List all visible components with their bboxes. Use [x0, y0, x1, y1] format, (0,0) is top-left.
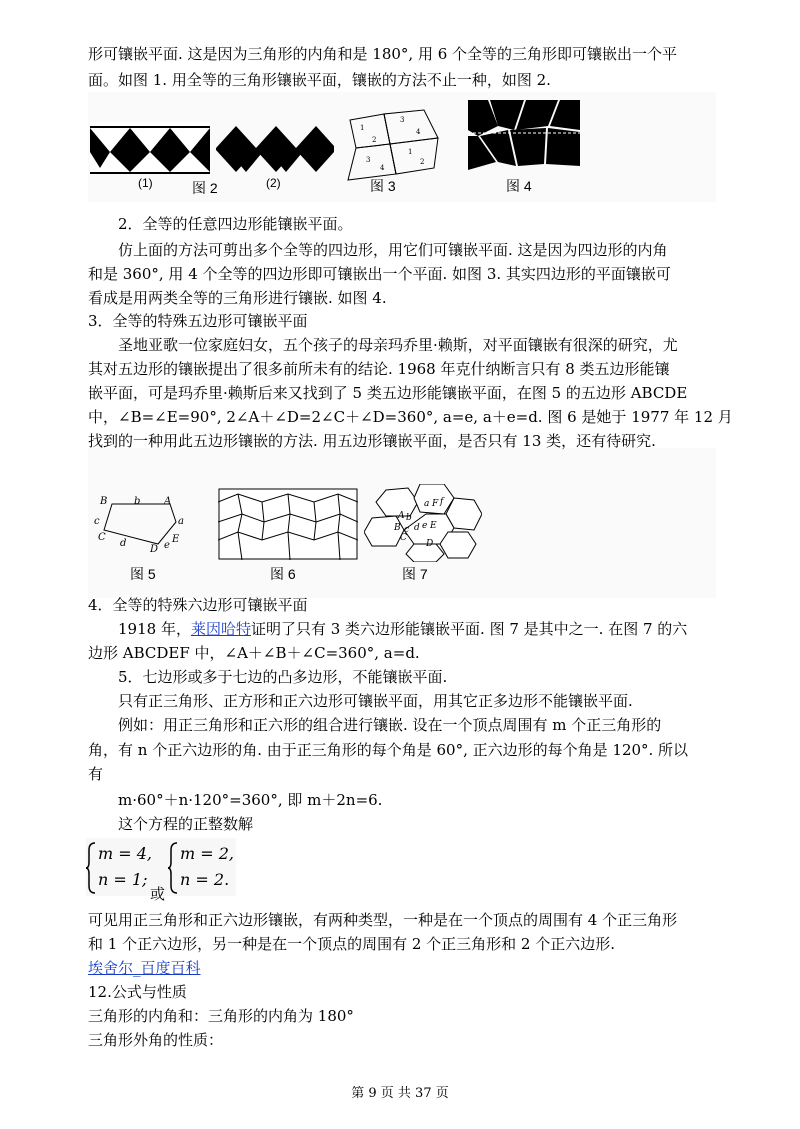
brace-icon [86, 842, 96, 894]
paragraph-line: 找到的一种用此五边形镶嵌的方法. 用五边形镶嵌平面，是否只有 13 类，还有待研究. [88, 432, 656, 450]
svg-text:f: f [440, 497, 444, 507]
svg-text:a: a [178, 516, 184, 527]
svg-text:c: c [94, 516, 100, 527]
reinhardt-link[interactable]: 莱因哈特 [190, 620, 251, 638]
svg-text:D: D [426, 539, 434, 549]
svg-text:4: 4 [380, 164, 385, 172]
svg-text:a: a [424, 499, 430, 509]
paragraph-line: 可见用正三角形和正六边形镶嵌，有两种类型，一种是在一个顶点的周围有 4 个正三角形 [88, 911, 678, 929]
figure-4-caption: 图 4 [506, 178, 532, 194]
text-span: 1918 年， [118, 620, 191, 638]
paragraph-line: 仿上面的方法可剪出多个全等的四边形，用它们可镶嵌平面. 这是因为四边形的内角 [118, 241, 668, 259]
figure-6-pentagon-tiling [218, 488, 358, 560]
section-heading: 4．全等的特殊六边形可镶嵌平面 [88, 596, 308, 614]
figure-7-caption: 图 7 [402, 566, 428, 582]
svg-text:3: 3 [366, 156, 371, 164]
svg-text:d: d [120, 538, 127, 549]
svg-text:D: D [150, 544, 159, 554]
figure-7-hexagon-tiling [364, 484, 482, 562]
paragraph-line: 和是 360°, 用 4 个全等的四边形即可镶嵌出一个平面. 如图 3. 其实四边形的平面镶嵌可 [88, 265, 671, 283]
svg-text:A: A [164, 496, 172, 507]
paragraph-line: 形可镶嵌平面. 这是因为三角形的内角和是 180°, 用 6 个全等的三角形即可镶嵌出一个平 [88, 45, 678, 63]
paragraph-line [118, 619, 687, 639]
paragraph-line: 其对五边形的镶嵌提出了很多前所未有的结论. 1968 年克什纳断言只有 8 类五边形能镶 [88, 360, 670, 378]
paragraph-line: 三角形外角的性质： [88, 1031, 224, 1049]
svg-text:C: C [98, 532, 106, 543]
svg-text:3: 3 [400, 116, 405, 124]
section-heading: 5．七边形或多于七边的凸多边形，不能镶嵌平面. [118, 668, 448, 686]
svg-text:e: e [164, 540, 170, 551]
svg-text:2: 2 [372, 136, 377, 144]
svg-text:1: 1 [360, 124, 365, 132]
section-heading: 2．全等的任意四边形能镶嵌平面。 [118, 215, 353, 233]
svg-text:B: B [100, 496, 108, 507]
svg-text:E: E [172, 534, 180, 545]
svg-text:B: B [394, 523, 401, 533]
section-heading: 3．全等的特殊五边形可镶嵌平面 [88, 312, 308, 330]
svg-text:d: d [414, 523, 420, 533]
brace-icon [168, 842, 178, 894]
paragraph-line: 嵌平面，可是玛乔里·赖斯后来又找到了 5 类五边形能镶嵌平面，在图 5 的五边形 ABCDE [88, 384, 688, 402]
paragraph-line: 角，有 n 个正六边形的角. 由于正三角形的每个角是 60°, 正六边形的每个角是 120°. 所以 [88, 741, 689, 759]
svg-text:2: 2 [420, 158, 425, 166]
figure-2-2-triangle-tiling [216, 126, 334, 172]
figure-3-caption: 图 3 [370, 178, 396, 194]
or-label: 或 [150, 885, 166, 903]
svg-text:C: C [400, 533, 407, 543]
paragraph-line: 边形 ABCDEF 中，∠A＋∠B＋∠C=360°, a=d. [88, 644, 420, 662]
svg-text:A: A [398, 511, 405, 521]
svg-text:b: b [134, 496, 141, 507]
svg-text:c: c [404, 525, 410, 535]
link-line [88, 958, 201, 978]
svg-text:F: F [432, 499, 439, 509]
paragraph-line: 和 1 个正六边形，另一种是在一个顶点的周围有 2 个正三角形和 2 个正六边形. [88, 935, 616, 953]
figure-2-1-triangle-tiling [90, 122, 210, 174]
svg-text:e: e [422, 521, 428, 531]
figure-3-quadrilateral-tiling [346, 108, 450, 190]
section-heading: 12.公式与性质 [88, 983, 187, 1001]
paragraph-line: 只有正三角形、正方形和正六边形可镶嵌平面，用其它正多边形不能镶嵌平面. [118, 692, 633, 710]
paragraph-line: 例如：用正三角形和正六形的组合进行镶嵌. 设在一个顶点周围有 m 个正三角形的 [118, 716, 662, 734]
figure-4-quadrilateral-tiling [468, 100, 580, 172]
figure-5-caption: 图 5 [130, 566, 156, 582]
svg-text:E: E [430, 521, 437, 531]
paragraph-line: 中，∠B=∠E=90°, 2∠A＋∠D=2∠C＋∠D=360°, a=e, a＋e=d. 图 6 是她于 1977 年 12 月 [88, 408, 733, 426]
svg-text:1: 1 [408, 148, 413, 156]
figure-2-caption: 图 2 [192, 180, 218, 196]
page-footer: 第 9 页 共 37 页 [351, 1086, 449, 1101]
paragraph-line: 圣地亚歌一位家庭妇女，五个孩子的母亲玛乔里·赖斯，对平面镶嵌有很深的研究，尤 [118, 336, 678, 354]
paragraph-line: 有 [88, 765, 104, 783]
svg-text:4: 4 [416, 128, 421, 136]
figure-2-sub1-caption: (1) [138, 176, 153, 190]
svg-text:b: b [406, 513, 412, 523]
figure-2-sub2-caption: (2) [266, 176, 281, 190]
paragraph-line: 这个方程的正整数解 [118, 815, 254, 833]
paragraph-line: 面。如图 1. 用全等的三角形镶嵌平面，镶嵌的方法不止一种，如图 2. [88, 71, 551, 89]
solution-2-m: m = 2, [180, 844, 235, 863]
escher-baike-link[interactable]: 埃舍尔_百度百科 [88, 959, 201, 977]
solution-1-n: n = 1; [98, 870, 148, 889]
figure-6-caption: 图 6 [270, 566, 296, 582]
paragraph-line: 三角形的内角和：三角形的内角为 180° [88, 1007, 354, 1025]
figure-5-pentagon [94, 494, 190, 554]
equation-line: m·60°＋n·120°=360°, 即 m＋2n=6. [118, 791, 383, 809]
paragraph-line: 看成是用两类全等的三角形进行镶嵌. 如图 4. [88, 289, 387, 307]
solution-2-n: n = 2. [180, 870, 230, 889]
text-span: 证明了只有 3 类六边形能镶嵌平面. 图 7 是其中之一. 在图 7 的六 [250, 620, 688, 638]
solution-1-m: m = 4, [98, 844, 153, 863]
